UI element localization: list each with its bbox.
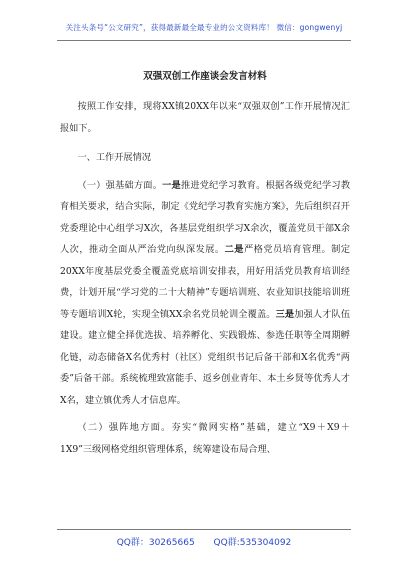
qq-group-1: QQ群：30265665 bbox=[116, 538, 195, 548]
qq-group-2: QQ群:535304092 bbox=[213, 538, 292, 548]
point-one-keyword: 一是 bbox=[162, 179, 181, 191]
footer-divider bbox=[57, 529, 351, 530]
footer-contacts bbox=[0, 535, 408, 548]
paragraph-strengthen-position: （二）强阵地方面。夯实“微网实格”基础，建立“X9＋X9＋1X9”三级网格党组织管理体系，统筹建设布局合理、 bbox=[60, 422, 350, 455]
promo-banner: 关注头条号“公文研究”，获得最新最全最专业的公文资料库！ 微信：gongwenyj bbox=[65, 23, 343, 32]
point-two-keyword: 二是 bbox=[224, 244, 244, 255]
intro-paragraph: 按照工作安排，现将XX镇20XX年以来“双强双创”工作开展情况汇报如下。 bbox=[60, 101, 350, 134]
paragraph-strengthen-foundation bbox=[60, 175, 350, 412]
point-one-text: 推进党纪学习教育。根据各级党纪学习教育相关要求，结合实际，制定《党纪学习教育实施方案》，先后组织召开党委理论中心组学习X次，各基层党组织学习X余次，覆盖党员干部X余人次，推动全面从严治党向纵深发展。 bbox=[60, 179, 351, 255]
point-three-keyword: 三是 bbox=[275, 308, 295, 320]
point-two-text: 严格党员培育管理。制定20XX年度基层党委全覆盖党底培训安排表，用好用活党员教育培训经费，计划开展“学习党的二十大精神”专题培训班、农业知识技能培训班等专题培训X轮，实现全镇XX余名党员轮训全覆盖。 bbox=[60, 244, 351, 320]
section-heading: 一、工作开展情况 bbox=[77, 152, 151, 163]
document-body bbox=[60, 68, 350, 460]
paragraph-lead: （一）强基础方面。 bbox=[77, 179, 163, 191]
document-title: 双强双创工作座谈会发言材料 bbox=[143, 71, 267, 82]
header-divider bbox=[57, 40, 351, 41]
point-three-text: 加强人才队伍建设。建立健全择优选拔、培养孵化、实践锻炼、参选任职等全周期孵化链，动态储备X名优秀村（社区）党组织书记后备干部和X名优秀“两委”后备干部。系统梳理致富能手、返乡创业青年、本土乡贤等优秀人才X名，建立镇优秀人才信息库。 bbox=[60, 308, 350, 406]
